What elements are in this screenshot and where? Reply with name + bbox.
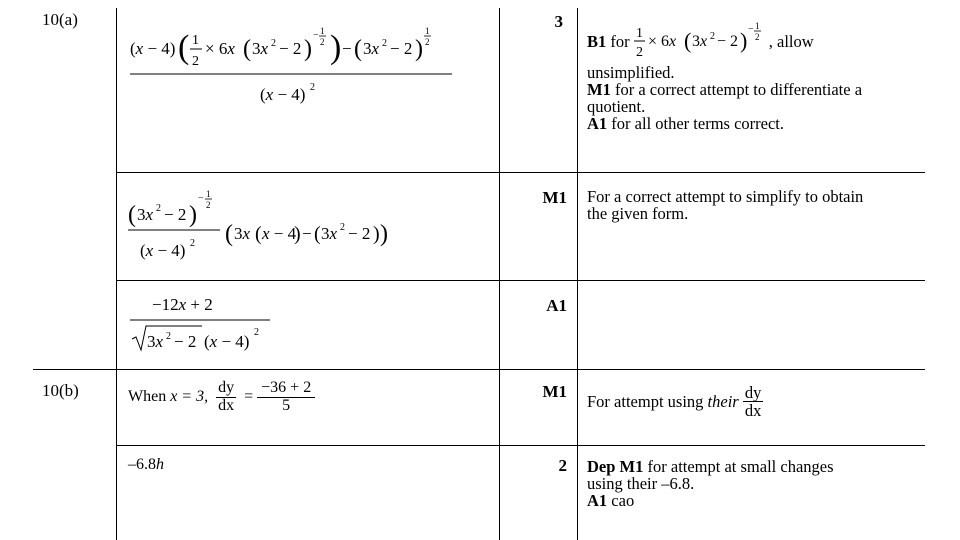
guidance-unsimplified: unsimplified. [587,63,675,82]
svg-text:(: ( [243,36,251,62]
row-divider-2 [116,280,925,281]
guidance-dx-text: dx [744,401,762,421]
svg-text:− 2: − 2 [174,332,197,351]
svg-text:3x: 3x [691,33,707,50]
svg-text:− 2: − 2 [716,33,738,50]
question-label-10a: 10(a) [42,10,78,29]
mark-10a-row3: A1 [546,296,567,315]
svg-text:x − 4: x − 4 [262,224,297,243]
svg-text:× 6x: × 6x [647,33,676,50]
row-divider-1 [116,172,925,173]
small-change-variable: h [156,456,164,473]
svg-text:2: 2 [754,32,760,42]
svg-text:−: − [302,224,312,243]
svg-text:2: 2 [320,37,325,47]
svg-text:): ) [330,29,342,66]
guidance-a1-line [587,115,927,132]
svg-text:): ) [373,223,380,245]
svg-text:(: ( [683,28,692,53]
guidance-a1-text: for all other terms correct. [611,114,785,133]
svg-text:3x: 3x [321,224,338,243]
guidance-depm1-text: for attempt at small changes [647,457,834,476]
guidance-attempt-text: For attempt using [587,392,704,412]
dx-text: dx [218,396,235,414]
svg-text:1: 1 [192,33,199,48]
guidance-cao-line [587,492,927,509]
row-divider-4 [116,445,925,446]
svg-text:2: 2 [635,45,643,60]
svg-text:2: 2 [166,331,171,342]
guidance-10a-row2 [587,188,927,222]
svg-text:−: − [198,193,204,204]
mark-10a-row1: 3 [554,12,563,31]
svg-text:): ) [380,221,388,247]
svg-text:−: − [747,24,754,35]
col-divider-1 [116,8,117,540]
svg-text:2: 2 [709,31,715,42]
svg-text:(: ( [128,202,136,228]
col-divider-2 [499,8,500,540]
svg-text:(: ( [178,29,190,66]
guidance-m1-line [587,81,927,98]
svg-text:1: 1 [425,26,430,36]
dy-dx-fraction [216,380,236,415]
guidance-for-text: for [610,31,630,51]
svg-text:−: − [313,30,319,41]
svg-text:3x: 3x [137,205,154,224]
svg-text:3x: 3x [363,39,380,58]
svg-text:(: ( [314,223,321,245]
svg-text:3x: 3x [234,224,251,243]
when-text: When [128,388,167,406]
svg-text:): ) [415,36,423,62]
svg-text:−12x + 2: −12x + 2 [152,295,213,314]
answer-10b-derivative [128,380,488,415]
svg-text:(x − 4): (x − 4) [140,241,186,260]
guidance-10b-row1 [587,384,927,420]
svg-text:1: 1 [754,22,760,31]
row-divider-3 [33,369,925,370]
svg-text:(: ( [255,223,262,245]
svg-text:): ) [304,36,312,62]
svg-text:2: 2 [310,82,315,93]
guidance-dydx-fraction [743,384,764,420]
guidance-simplify-line1: For a correct attempt to simplify to obtain [587,187,864,206]
svg-text:2: 2 [190,238,195,249]
value-numerator: −36 + 2 [257,380,315,398]
guidance-their-text: their [707,392,739,412]
guidance-m1-label: M1 [587,80,611,99]
guidance-b1-expression [634,22,769,60]
svg-text:2: 2 [206,200,211,210]
svg-text:× 6x: × 6x [205,39,235,58]
svg-text:1: 1 [320,26,325,36]
final-form-expression [130,288,290,360]
mark-10b-row1: M1 [542,382,567,401]
guidance-b1-label: B1 [587,31,607,51]
guidance-cao-text: cao [611,491,635,510]
equals-sign: = [244,388,254,406]
value-fraction [257,380,315,415]
svg-text:): ) [294,223,301,245]
svg-text:(x − 4): (x − 4) [130,39,176,58]
svg-text:(: ( [225,221,233,247]
guidance-10a-row1 [587,22,927,132]
svg-text:3x: 3x [147,332,164,351]
svg-text:1: 1 [206,189,211,199]
svg-text:): ) [189,202,197,228]
small-change-value: –6.8 [128,456,156,473]
svg-text:1: 1 [635,26,643,41]
svg-text:− 2: − 2 [164,205,187,224]
svg-text:− 2: − 2 [279,39,302,58]
svg-text:2: 2 [271,38,276,49]
answer-10b-small-change [128,456,164,474]
answer-10a-simplify [128,184,468,279]
condition-text: x = 3, [170,388,209,406]
svg-text:(x − 4): (x − 4) [260,85,306,104]
guidance-using-their: using their –6.8. [587,474,695,493]
svg-text:2: 2 [254,327,259,338]
col-divider-3 [577,8,578,540]
svg-text:3x: 3x [252,39,269,58]
guidance-a1-cao-label: A1 [587,491,608,510]
guidance-depm1-line [587,458,927,475]
svg-text:(: ( [354,36,362,62]
answer-10a-quotient [130,14,460,114]
value-denominator: 5 [282,396,291,414]
svg-text:− 2: − 2 [390,39,413,58]
guidance-depm1-label: Dep M1 [587,457,644,476]
quotient-derivative-expression [130,14,460,109]
svg-text:− 2: − 2 [348,224,371,243]
answer-10a-final [130,288,470,365]
dy-text: dy [218,379,235,396]
mark-10b-row2: 2 [558,456,567,475]
guidance-allow-text: , allow [768,31,814,51]
svg-text:2: 2 [382,38,387,49]
svg-text:(x − 4): (x − 4) [204,332,250,351]
svg-text:2: 2 [156,203,161,214]
svg-text:2: 2 [192,54,199,69]
guidance-dy-text: dy [744,383,762,402]
guidance-simplify-line2: the given form. [587,204,689,223]
svg-text:): ) [739,28,748,53]
guidance-m1-text: for a correct attempt to differentiate a [614,80,863,99]
svg-text:2: 2 [340,222,345,233]
mark-10a-row2: M1 [542,188,567,207]
question-label-10b: 10(b) [42,381,79,400]
simplified-form-expression [128,184,428,274]
guidance-quotient: quotient. [587,97,646,116]
guidance-10b-row2 [587,458,927,509]
svg-text:2: 2 [425,37,430,47]
svg-text:−: − [342,39,352,58]
guidance-a1-label: A1 [587,114,608,133]
